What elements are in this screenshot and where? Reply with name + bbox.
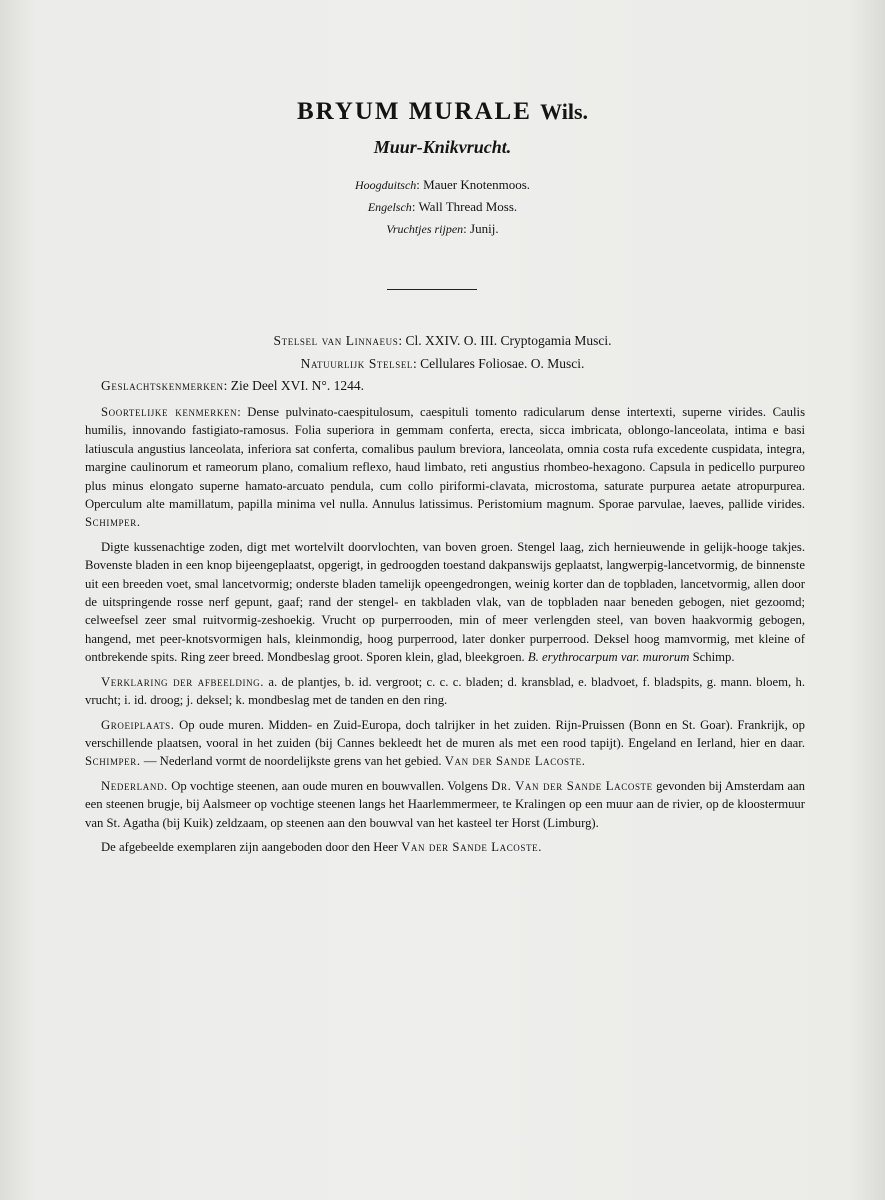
- netherlands-paragraph: [85, 777, 805, 832]
- species-label: Soortelijke kenmerken: [101, 405, 238, 419]
- title-name: BRYUM MURALE: [296, 98, 532, 125]
- habitat-text: Op oude muren. Midden- en Zuid-Europa, doch talrijker in het zuiden. Rijn-Pruissen (Bonn en St. Goar). Frankrijk, op verschillende plaatsen, vooral in het zuiden (bij Cannes bekleedt het de muren als met een rood tapijt). Engeland en Ierland, hier en daar.: [85, 717, 805, 750]
- natural-system-line: Natuurlijk Stelsel: Cellulares Foliosae. O. Musci.: [300, 356, 585, 371]
- species-text: Dense pulvinato-caespitulosum, caespituli tomento radicularum dense intertexti, superne virides. Caulis humilis, innovando fastigiato-ramosus. Folia superiora in gemmam conferta, erecta, sicca imbricata, oblongo-lanceolata, intima e basi latiuscula angustius lanceolata, inferiora sat conferta, comalibus paulum breviora, lanceolata, omnia costa rufa excedente cuspidata, integra, margine caulinorum et rameorum plano, comalium reflexo, haud limbato, reti angustius rhombeo-hexagono. Capsula in pedicello purpureo plus minus elongato superne hamato-arcuato pendula, cum collo piriformi-clavata, microstoma, saturate purpurea aetate atropurpurea. Operculum alte mamillatum, papilla minima vel nulla. Annulus latissimus. Peristomium magnum. Sporae parvulae, laeves, pallide virides.: [85, 405, 806, 512]
- synonym-author: Schimp.: [692, 650, 735, 665]
- linnaeus-line: Stelsel van Linnaeus: Cl. XXIV. O. III. Cryptogamia Musci.: [273, 333, 612, 348]
- german-label: Hoogduitsch: [354, 178, 417, 192]
- species-paragraph: Soortelijke kenmerken: Dense pulvinato-caespitulosum, caespituli tomento radicularum dense intertexti, superne virides. Caulis humilis, innovando fastigiato-ramosus. Folia superiora in gemmam conferta, erecta, sicca imbricata, oblongo-lanceolata, intima e basi latiuscula angustius lanceolata, inferiora sat conferta, comalibus paulum breviora, lanceolata, omnia costa rufa excedente cuspidata, integra, margine caulinorum et rameorum plano, comalium reflexo, haud limbato, reti angustius rhombeo-hexagono. Capsula in pedicello purpureo plus minus elongato superne hamato-arcuato pendula, cum collo piriformi-clavata, microstoma, saturate purpurea aetate atropurpurea. Operculum alte mamillatum, papilla minima vel nulla. Annulus latissimus. Peristomium magnum. Sporae parvulae, laeves, pallide virides. Schimper.: [85, 405, 806, 530]
- genus-value: Zie Deel XVI. N°. 1244.: [230, 378, 364, 393]
- species-source: Schimper.: [85, 515, 141, 530]
- figure-paragraph: [85, 673, 805, 710]
- description-paragraph: [85, 538, 805, 667]
- english-name: Wall Thread Moss.: [418, 199, 518, 214]
- body-text: [85, 403, 805, 862]
- genus-line: Geslachtskenmerken: Zie Deel XVI. N°. 1244.: [101, 378, 364, 393]
- description-text: Digte kussenachtige zoden, digt met wortelvilt doorvlochten, van boven groen. Stengel laag, zich hernieuwende in gelijk-hooge takjes. Bovenste bladen in een knop bijeengeplaatst, opgerigt, in gedroogden toestand dakpanswijs geplaatst, langwerpig-lancetvormig, de binnenste uit een breeden voet, smal lancetvormig; onderste bladen tamelijk opeengedrongen, weinig korter dan de topbladen, lancetvormig, allen door de uitspringende rosse nerf gepunt, gaaf; rand der stengel- en takbladen vlak, van de topbladen naar beneden gebogen, niet gezoomd; celweefsel zeer smal ruitvormig-zeshoekig. Vrucht op purperrooden, min of meer verlengden steel, van boven haakvormig gebogen, hangend, met peer-knotsvormigen hals, kleinmondig, hoog purperrood, later donker purperrood. Deksel hoog mamvormig, met kleine of ontbrekende spits. Ring zeer breed. Mondbeslag groot. Sporen klein, glad, bleekgroen.: [85, 539, 805, 665]
- figure-label: Verklaring der afbeelding.: [101, 674, 265, 689]
- fruit-line: Vruchtjes rijpen: Junij.: [386, 221, 499, 236]
- habitat-label: Groeiplaats.: [101, 717, 175, 732]
- vernacular-names: [0, 174, 885, 240]
- netherlands-label: Nederland.: [101, 778, 168, 793]
- english-name-line: Engelsch: Wall Thread Moss.: [367, 199, 518, 214]
- netherlands-text: Op vochtige steenen, aan oude muren en bouwvallen. Volgens: [171, 778, 488, 793]
- german-name-line: Hoogduitsch: Mauer Knotenmoos.: [354, 177, 531, 192]
- habitat-paragraph: [85, 716, 805, 771]
- figure-text: a. de plantjes, b. id. vergroot; c. c. c. bladen; d. kransblad, e. bladvoet, f. bladspits, g. mann. bloem, h. vrucht; i. id. droog; j. deksel; k. mondbeslag met de tanden en den ring.: [85, 674, 805, 708]
- species-title: [0, 98, 885, 126]
- netherlands-person: Dr. Van der Sande Lacoste: [491, 778, 653, 793]
- natural-label: Natuurlijk Stelsel: [300, 356, 414, 371]
- habitat-source: Schimper.: [85, 754, 141, 769]
- closing-person: Van der Sande Lacoste.: [401, 839, 542, 854]
- synonym: B. erythrocarpum var. murorum: [527, 650, 690, 665]
- linnaeus-value: Cl. XXIV. O. III. Cryptogamia Musci.: [405, 333, 612, 348]
- habitat-source-2: Van der Sande Lacoste.: [444, 754, 586, 769]
- fruit-value: Junij.: [470, 221, 499, 236]
- habitat-text-2: — Nederland vormt de noordelijkste grens van het gebied.: [143, 754, 442, 769]
- linnaeus-label: Stelsel van Linnaeus: [273, 333, 399, 348]
- genus-label: Geslachtskenmerken: [101, 378, 224, 393]
- natural-value: Cellulares Foliosae. O. Musci.: [420, 356, 585, 371]
- title-author: Wils.: [540, 99, 589, 124]
- divider: [387, 289, 477, 290]
- dutch-name: Muur-Knikvrucht.: [373, 137, 512, 157]
- fruit-label: Vruchtjes rijpen: [386, 222, 464, 236]
- netherlands-text-2: gevonden bij Amsterdam aan een steenen brugje, bij Aalsmeer op vochtige steenen langs het Haarlemmermeer, te Kralingen op een muur aan de rivier, op de kloostermuur van St. Agatha (bij Kuik) zeldzaam, op steenen aan den bouwval van het kasteel ter Horst (Limburg).: [85, 778, 805, 830]
- german-name: Mauer Knotenmoos.: [423, 177, 531, 192]
- english-label: Engelsch: [367, 200, 412, 214]
- closing-paragraph: [85, 838, 805, 856]
- closing-text: De afgebeelde exemplaren zijn aangeboden door den Heer: [101, 839, 398, 854]
